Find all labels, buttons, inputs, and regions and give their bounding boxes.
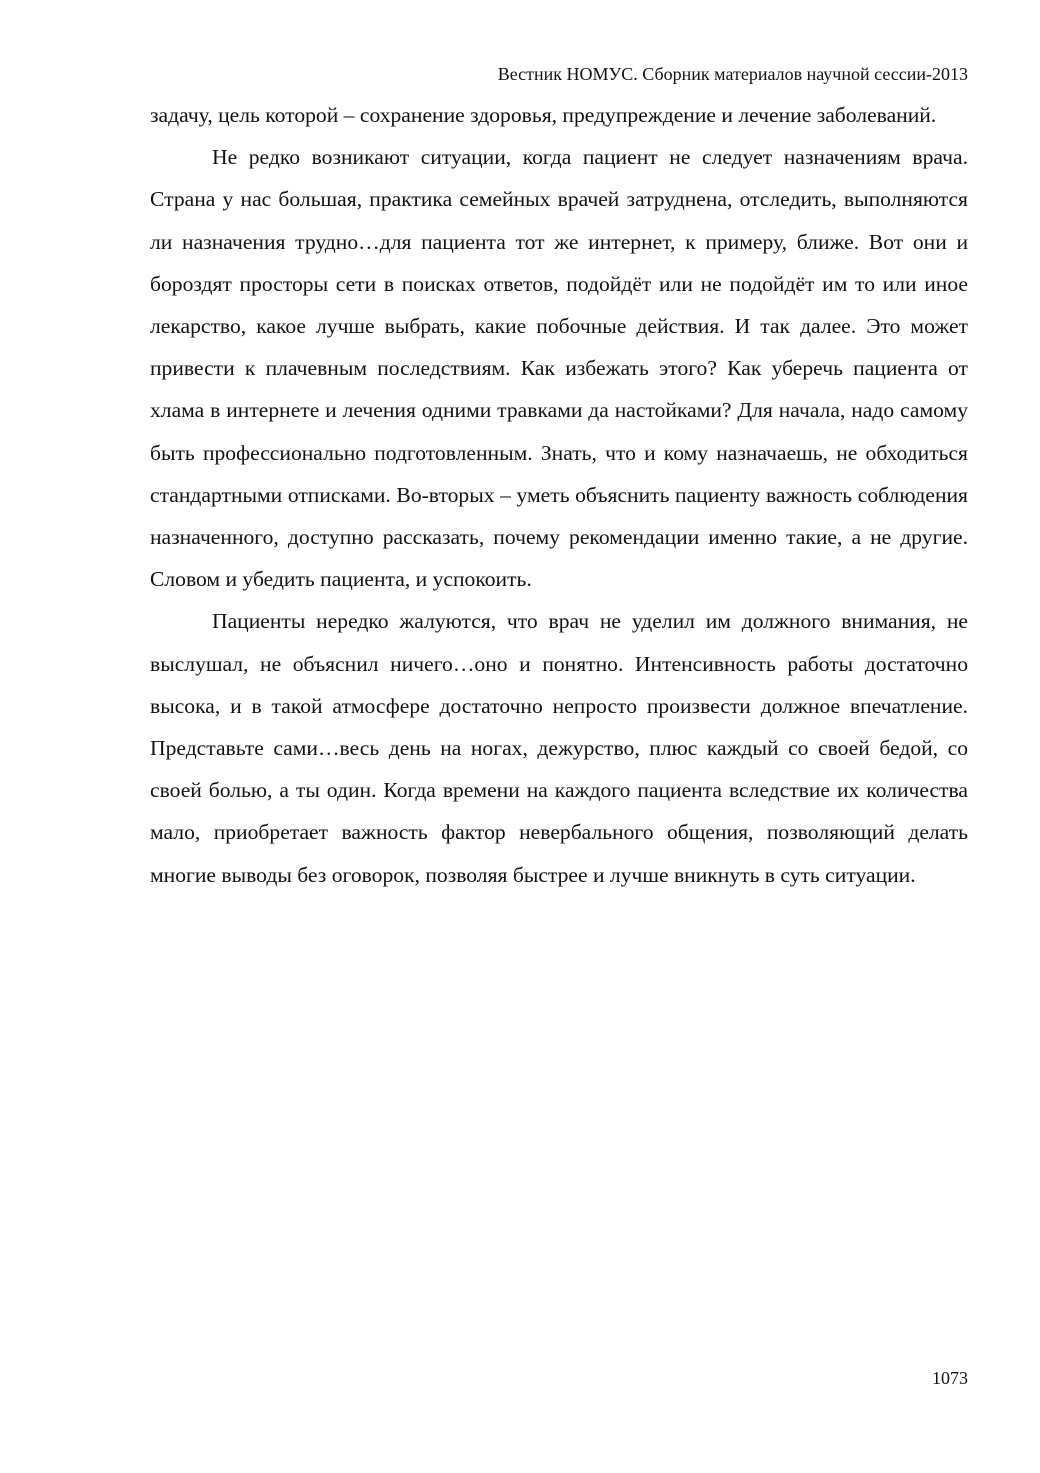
paragraph-continuation: задачу, цель которой – сохранение здоровья, предупреждение и лечение заболеваний. (150, 103, 937, 127)
paragraph-nonverbal-communication: Пациенты нередко жалуются, что врач не уделил им должного внимания, не выслушал, не объяснил ничего…оно и понятно. Интенсивность работы достаточно высока, и в такой атмосфере достаточно непросто произвести должное впечатление. Представьте сами…весь день на ногах, дежурство, плюс каждый со своей бедой, со своей болью, а ты один. Когда времени на каждого пациента вследствие их количества мало, приобретает важность фактор невербального общения, позволяющий делать многие выводы без оговорок, позволяя быстрее и лучше вникнуть в суть ситуации. (150, 609, 968, 887)
page-number: 1073 (932, 1368, 968, 1388)
running-header: Вестник НОМУС. Сборник материалов научной сессии-2013 (497, 64, 968, 84)
body-text (150, 94, 968, 896)
paragraph-patient-compliance: Не редко возникают ситуации, когда пациент не следует назначениям врача. Страна у нас большая, практика семейных врачей затруднена, отследить, выполняются ли назначения трудно…для пациента тот же интернет, к примеру, ближе. Вот они и бороздят просторы сети в поисках ответов, подойдёт или не подойдёт им то или иное лекарство, какое лучше выбрать, какие побочные действия. И так далее. Это может привести к плачевным последствиям. Как избежать этого? Как уберечь пациента от хлама в интернете и лечения одними травками да настойками? Для начала, надо самому быть профессионально подготовленным. Знать, что и кому назначаешь, не обходиться стандартными отписками. Во-вторых – уметь объяснить пациенту важность соблюдения назначенного, доступно рассказать, почему рекомендации именно такие, а не другие. Словом и убедить пациента, и успокоить. (150, 145, 968, 592)
